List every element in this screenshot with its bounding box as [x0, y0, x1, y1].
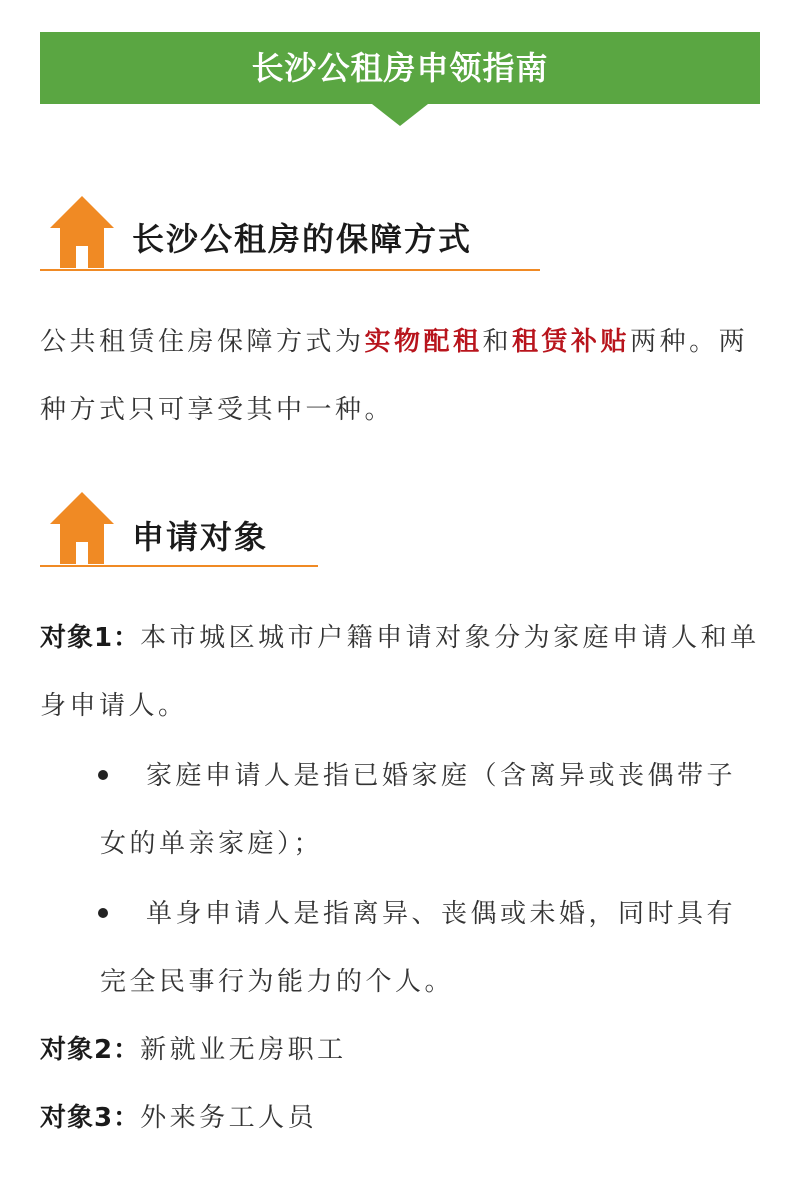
- banner-arrow: [372, 104, 428, 126]
- house-icon: [50, 492, 114, 564]
- title-banner: [40, 32, 760, 104]
- section-title: 申请对象: [132, 518, 269, 556]
- applicant-text: 本市城区城市户籍申请对象分为家庭申请人和单身申请人。: [40, 623, 760, 721]
- applicant-item-1: [40, 604, 765, 740]
- bullet-dot: [98, 908, 108, 918]
- applicant-text: 新就业无房职工: [140, 1035, 347, 1065]
- section-underline: [40, 269, 540, 271]
- section-title: 长沙公租房的保障方式: [132, 220, 473, 258]
- bullet-dot: [98, 770, 108, 780]
- paragraph-text: 公共租赁住房保障方式为: [40, 327, 365, 357]
- house-icon: [50, 196, 114, 268]
- applicant-label: 对象3：: [40, 1103, 141, 1133]
- list-item: [100, 742, 760, 878]
- applicant-label: 对象2：: [40, 1035, 141, 1065]
- bullet-text: 单身申请人是指离异、丧偶或未婚，同时具有完全民事行为能力的个人。: [100, 899, 737, 997]
- section-underline: [40, 565, 318, 567]
- highlight-physical-rent: 实物配租: [364, 327, 483, 357]
- paragraph-text: 和: [482, 327, 513, 357]
- applicant-label: 对象1：: [40, 623, 141, 653]
- bullet-text: 家庭申请人是指已婚家庭（含离异或丧偶带子女的单亲家庭）；: [100, 761, 737, 859]
- paragraph-text: 两种。两种方式只可享受其中一种。: [40, 327, 749, 425]
- highlight-rent-subsidy: 租赁补贴: [512, 327, 631, 357]
- list-item: [100, 880, 760, 1016]
- guarantee-paragraph: [40, 308, 765, 444]
- applicant-text: 外来务工人员: [140, 1103, 318, 1133]
- section-header-applicants: [40, 492, 320, 568]
- page-title: 长沙公租房申领指南: [251, 49, 549, 87]
- section-header-guarantee: [40, 196, 540, 272]
- applicant-item-3: [40, 1084, 765, 1152]
- applicant-item-2: [40, 1016, 765, 1084]
